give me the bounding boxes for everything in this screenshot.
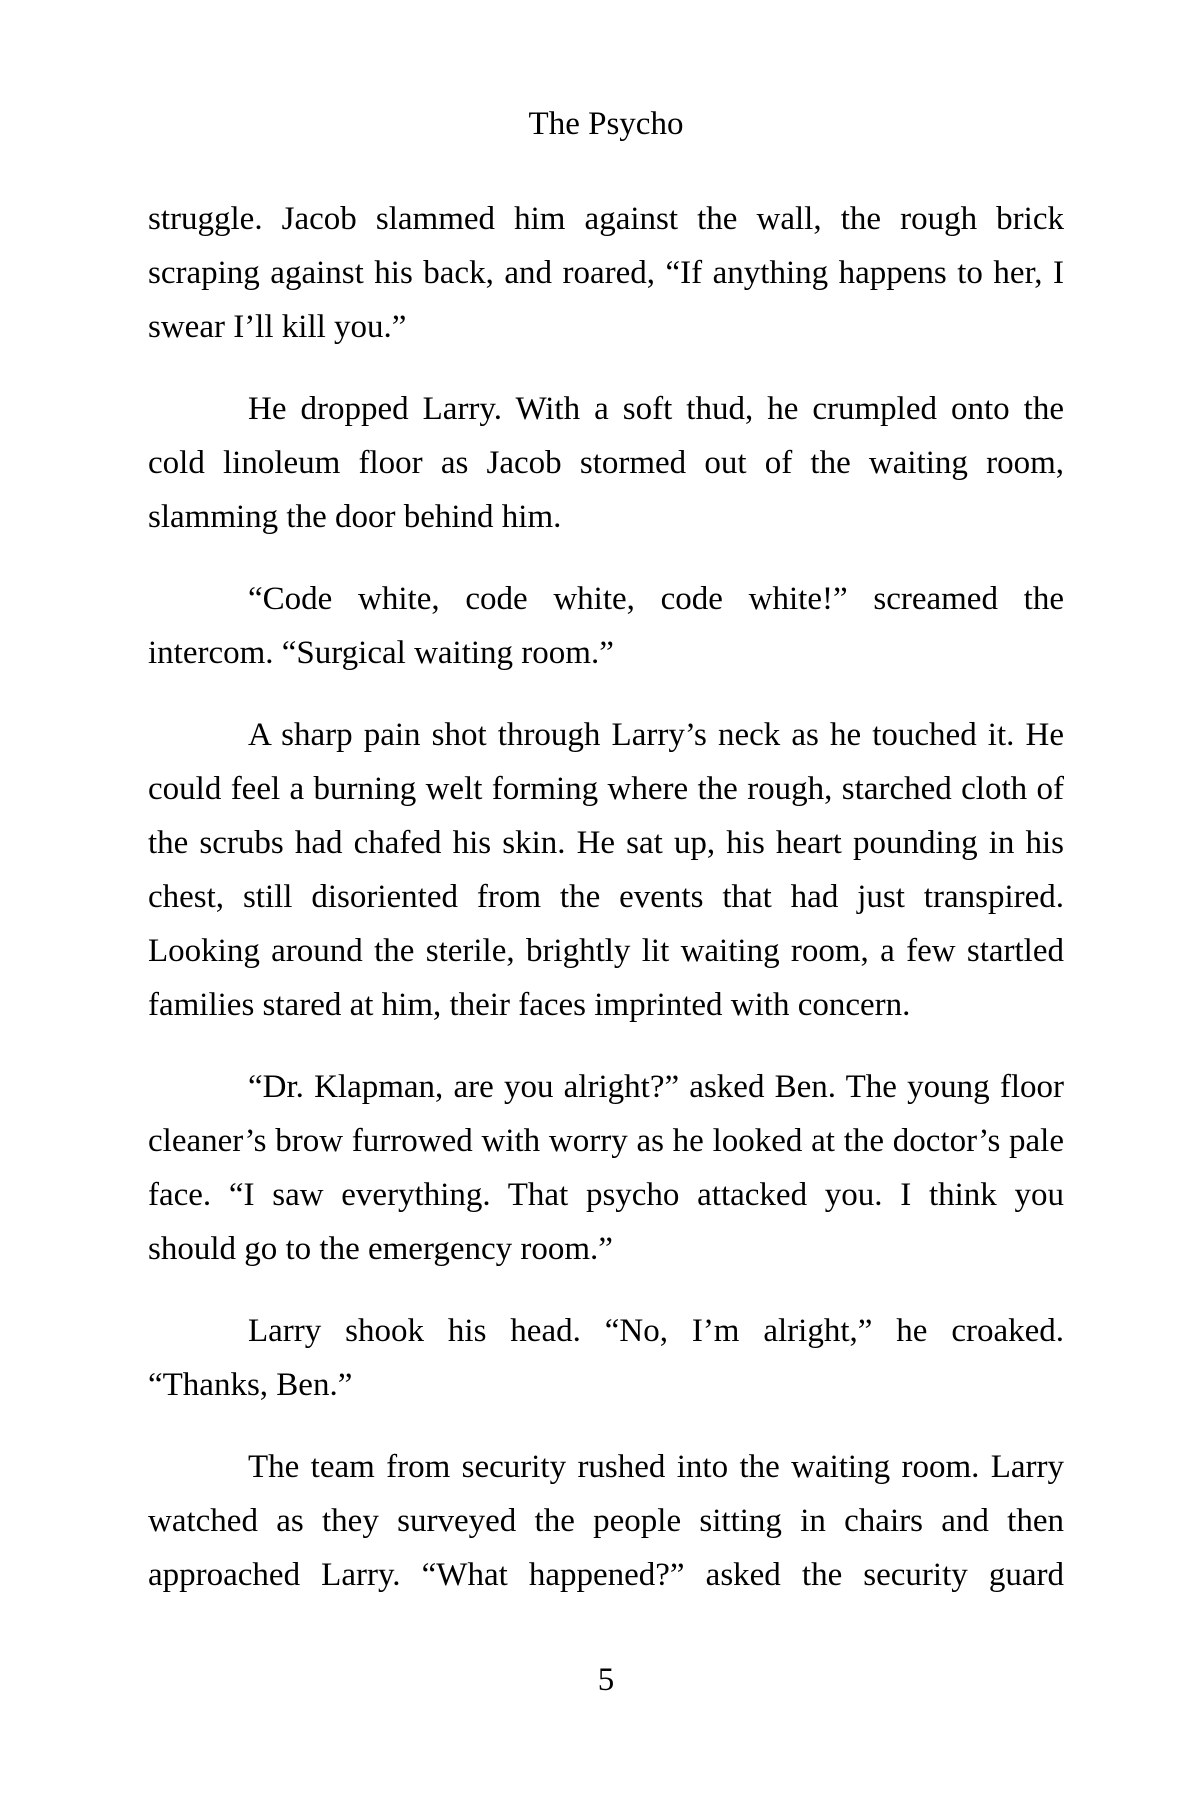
text-line: slamming the door behind him. — [148, 499, 562, 535]
page-content — [148, 97, 1064, 1602]
page-body — [148, 192, 1064, 1602]
text-line: The team from security rushed into the waiting room. Larry — [248, 1449, 1064, 1485]
text-line: He dropped Larry. With a soft thud, he crumpled onto the — [248, 391, 1064, 427]
text-line: Larry shook his head. “No, I’m alright,” he croaked. — [248, 1313, 1064, 1349]
text-line: chest, still disoriented from the events that had just transpired. — [148, 879, 1064, 915]
text-line: approached Larry. “What happened?” asked the security guard — [148, 1557, 1064, 1593]
text-line: “Code white, code white, code white!” screamed the — [248, 581, 1064, 617]
text-line: should go to the emergency room.” — [148, 1231, 613, 1267]
text-line: A sharp pain shot through Larry’s neck as he touched it. He — [248, 717, 1064, 753]
page-number: 5 — [597, 1662, 615, 1698]
page-title: The Psycho — [528, 106, 684, 142]
text-line: scraping against his back, and roared, “If anything happens to her, I — [148, 255, 1064, 291]
paragraph — [148, 708, 1064, 1032]
text-line: “Thanks, Ben.” — [148, 1367, 353, 1403]
text-line: intercom. “Surgical waiting room.” — [148, 635, 614, 671]
text-line: “Dr. Klapman, are you alright?” asked Ben. The young floor — [248, 1069, 1064, 1105]
paragraph — [148, 1440, 1064, 1602]
text-line: the scrubs had chafed his skin. He sat up, his heart pounding in his — [148, 825, 1064, 861]
text-line: could feel a burning welt forming where the rough, starched cloth of — [148, 771, 1064, 807]
paragraph — [148, 572, 1064, 680]
paragraph — [148, 192, 1064, 354]
text-line: struggle. Jacob slammed him against the wall, the rough brick — [148, 201, 1064, 237]
text-line: swear I’ll kill you.” — [148, 309, 407, 345]
paragraph — [148, 1304, 1064, 1412]
text-line: Looking around the sterile, brightly lit waiting room, a few startled — [148, 933, 1064, 969]
text-line: watched as they surveyed the people sitting in chairs and then — [148, 1503, 1064, 1539]
paragraph — [148, 1060, 1064, 1276]
text-line: cleaner’s brow furrowed with worry as he looked at the doctor’s pale — [148, 1123, 1064, 1159]
text-line: face. “I saw everything. That psycho attacked you. I think you — [148, 1177, 1064, 1213]
text-line: families stared at him, their faces imprinted with concern. — [148, 987, 911, 1023]
paragraph — [148, 382, 1064, 544]
text-line: cold linoleum floor as Jacob stormed out of the waiting room, — [148, 445, 1064, 481]
